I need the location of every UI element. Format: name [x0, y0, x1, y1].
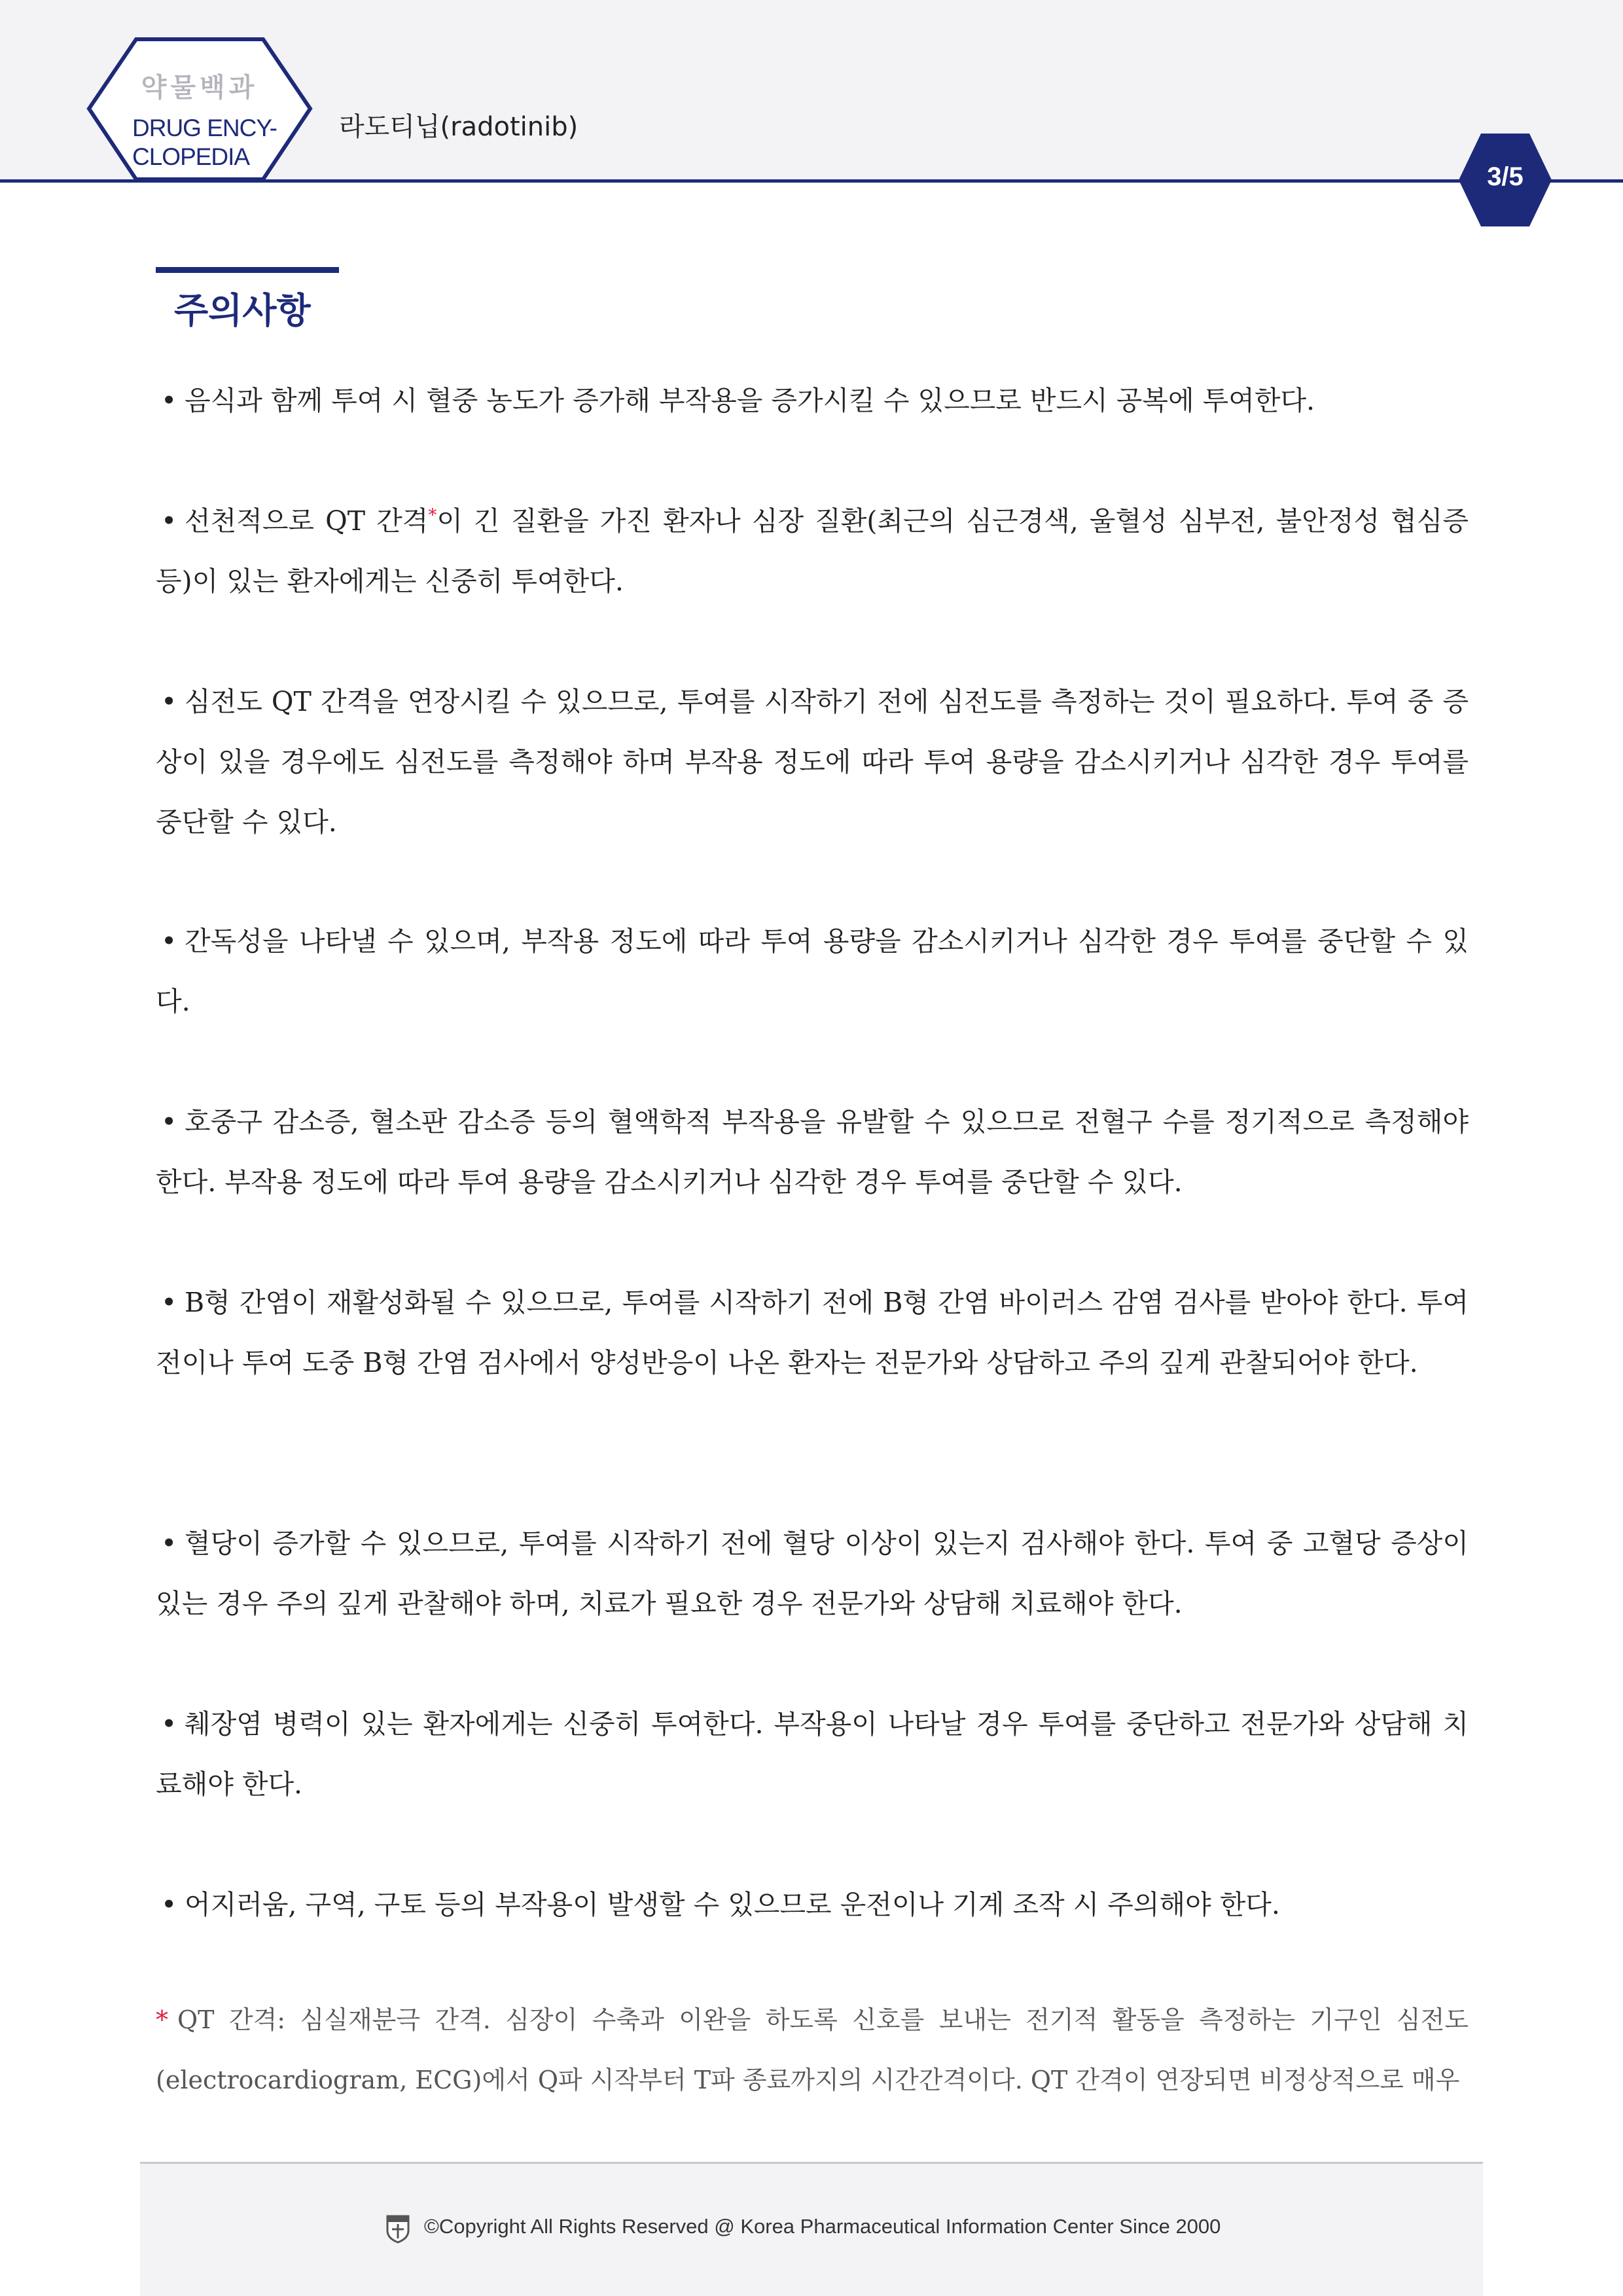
caution-text-cont: 이 긴 질환을 가진 환자나 심장 질환(최근의 심근경색, 울혈성 심부전, 불안정성 협심증 등)이 있는 환자에게는 신중히 투여한다.	[156, 505, 1469, 597]
caution-text: 간독성을 나타낼 수 있으며, 부작용 정도에 따라 투여 용량을 감소시키거나 심각한 경우 투여를 중단할 수 있다.	[156, 925, 1469, 1017]
caution-item	[156, 491, 1469, 611]
caution-text: 혈당이 증가할 수 있으므로, 투여를 시작하기 전에 혈당 이상이 있는지 검사해야 한다. 투여 중 고혈당 증상이 있는 경우 주의 깊게 관찰해야 하며, 치료가 필요한 경우 전문가와 상담해 치료해야 한다.	[156, 1528, 1469, 1619]
caution-item	[156, 1272, 1469, 1393]
caution-text: B형 간염이 재활성화될 수 있으므로, 투여를 시작하기 전에 B형 간염 바이러스 감염 검사를 받아야 한다. 투여 전이나 투여 도중 B형 간염 검사에서 양성반응이 나온 환자는 전문가와 상담하고 주의 깊게 관찰되어야 한다.	[156, 1287, 1469, 1378]
caution-text: 어지러움, 구역, 구토 등의 부작용이 발생할 수 있으므로 운전이나 기계 조작 시 주의해야 한다.	[185, 1889, 1280, 1920]
section-title-bar	[156, 267, 339, 273]
caution-text: 심전도 QT 간격을 연장시킬 수 있으므로, 투여를 시작하기 전에 심전도를 측정하는 것이 필요하다. 투여 중 증상이 있을 경우에도 심전도를 측정해야 하며 부작용 정도에 따라 투여 용량을 감소시키거나 심각한 경우 투여를 중단할 수 있다.	[156, 686, 1469, 838]
caution-item	[156, 370, 1469, 431]
bullet: •	[161, 1889, 177, 1920]
copyright-text: ©Copyright All Rights Reserved @ Korea Pharmaceutical Information Center Since 2000	[424, 2215, 1221, 2238]
footnote-text: QT 간격: 심실재분극 간격. 심장이 수축과 이완을 하도록 신호를 보내는 전기적 활동을 측정하는 기구인 심전도(electrocardiogram, ECG)에서 Q파 시작부터 T파 종료까지의 시간간격이다. QT 간격이 연장되면 비정상적으로 매우	[156, 2005, 1469, 2094]
bullet: •	[161, 1287, 177, 1318]
caution-item	[156, 1092, 1469, 1212]
caution-text: 췌장염 병력이 있는 환자에게는 신중히 투여한다. 부작용이 나타날 경우 투여를 중단하고 전문가와 상담해 치료해야 한다.	[156, 1708, 1469, 1800]
bullet: •	[161, 1528, 177, 1559]
logo-english-text: DRUG ENCY- CLOPEDIA	[132, 115, 277, 170]
bullet: •	[161, 1106, 177, 1138]
bullet: •	[161, 385, 177, 416]
drug-encyclopedia-logo	[85, 37, 314, 183]
caution-item	[156, 1694, 1469, 1814]
bullet: •	[161, 1708, 177, 1740]
logo-korean-text: 약물백과	[141, 73, 259, 103]
kpic-emblem-icon	[385, 2214, 411, 2244]
footnote-star: *	[156, 2005, 168, 2034]
page-number: 3/5	[1487, 162, 1524, 191]
caution-item	[156, 672, 1469, 852]
caution-item	[156, 1513, 1469, 1634]
caution-text: 음식과 함께 투여 시 혈중 농도가 증가해 부작용을 증가시킬 수 있으므로 반드시 공복에 투여한다.	[185, 385, 1315, 416]
bullet: •	[161, 686, 177, 717]
caution-text: 호중구 감소증, 혈소판 감소증 등의 혈액학적 부작용을 유발할 수 있으므로 전혈구 수를 정기적으로 측정해야 한다. 부작용 정도에 따라 투여 용량을 감소시키거나 심각한 경우 투여를 중단할 수 있다.	[156, 1106, 1469, 1198]
caution-item	[156, 911, 1469, 1031]
bullet: •	[161, 925, 177, 957]
footnote-marker: *	[428, 505, 437, 526]
caution-text: 선천적으로 QT 간격	[185, 505, 429, 537]
footnote	[156, 1990, 1469, 2110]
section-title: 주의사항	[174, 290, 311, 331]
drug-name-title: 라도티닙(radotinib)	[339, 112, 579, 142]
bullet: •	[161, 505, 177, 537]
caution-item	[156, 1874, 1469, 1935]
